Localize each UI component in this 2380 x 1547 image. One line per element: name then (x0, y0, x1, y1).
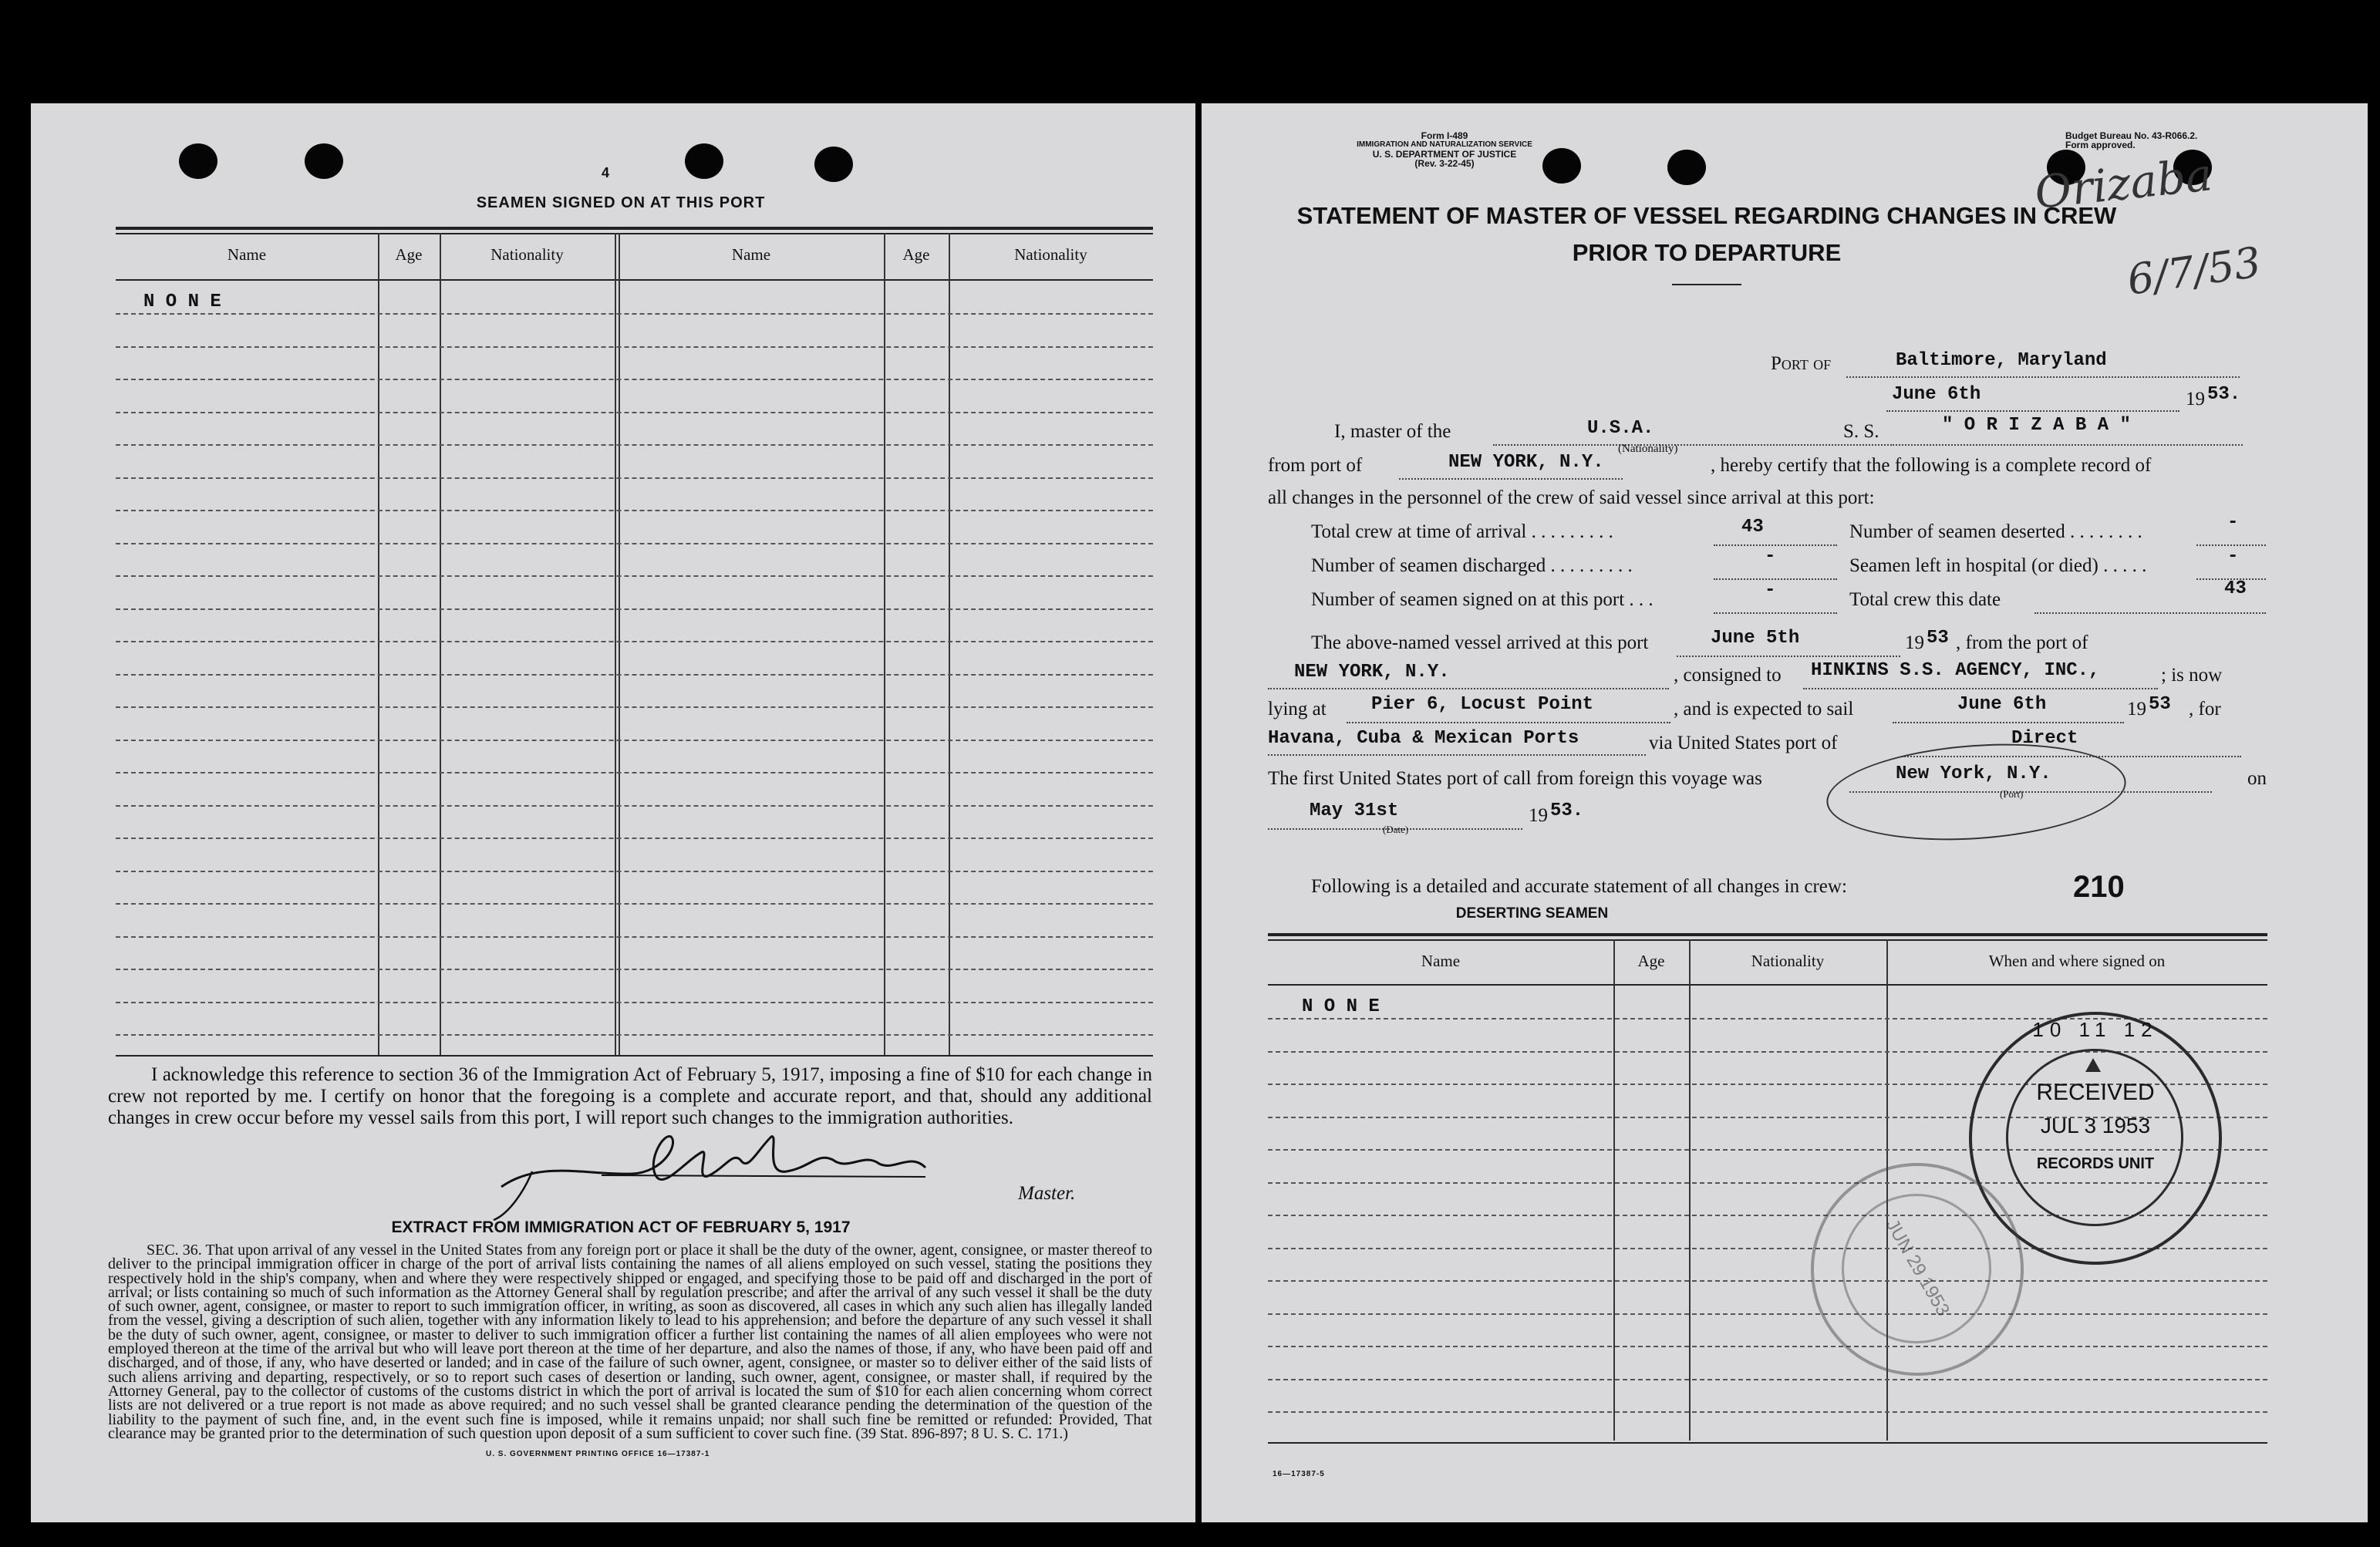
table-row-line (1268, 1411, 2267, 1413)
signed-on-value: - (1765, 580, 1776, 601)
punch-hole (685, 143, 723, 179)
handwritten-ship-name: Orizaba (2032, 148, 2215, 219)
table-row-line (116, 969, 1153, 970)
nationality-value: U.S.A. (1587, 418, 1654, 439)
table-row-line (116, 412, 1153, 413)
arrived-year-prefix: 19 (1905, 632, 1924, 653)
form-header (1290, 131, 1599, 168)
table-row-line (116, 608, 1153, 610)
punch-hole (179, 143, 217, 179)
received-stamp: 10 11 12 RECEIVED JUL 3 1953 RECORDS UNIT (1969, 1012, 2222, 1265)
des-col-nationality: Nationality (1751, 952, 1825, 970)
certify-text: , hereby certify that the following is a complete record of (1711, 455, 2152, 476)
certify-text-2: all changes in the personnel of the crew of said vessel since arrival at this port: (1268, 487, 1875, 508)
extract-title: EXTRACT FROM IMMIGRATION ACT OF FEBRUARY 5, 1917 (391, 1218, 851, 1236)
budget-number: Budget Bureau No. 43-R066.2. (2065, 130, 2198, 141)
des-none-entry: N O N E (1302, 996, 1380, 1017)
table-row-line (1268, 1346, 2267, 1347)
stamp-received-text: RECEIVED (2036, 1080, 2155, 1105)
punch-hole (814, 147, 853, 182)
budget-info (2065, 131, 2197, 150)
port-caption: (Port) (2000, 788, 2024, 800)
extract-text: SEC. 36. That upon arrival of any vessel in the United States from any foreign port or place it shall be the duty of the owner, agent, consignee, or master thereof to deliver to the principal immigration officer in charge of the port of arrival lists containing the names of all aliens employed on such vessel, stating the positions they respectively hold in the ship's company, when and where they were respectively shipped or engaged, and specifying those to be paid off and discharged in the port of arrival; or lists containing so much of such information as the Attorney General shall by regulation prescribe; and after the arrival of any such vessel it shall be the duty of such owner, agent, consignee, or master to report to such immigration officer, in writing, as soon as discovered, all cases in which any such alien has illegally landed from the vessel, giving a description of such alien, together with any information likely to lead to his apprehension; and before the departure of any such vessel it shall be the duty of such owner, agent, consignee, or master to deliver to such immigration officer a further list containing the names of all alien employees who were not employed thereon at the time of the arrival but who will leave port thereon at the time of her departure, and also the names of those, if any, who have been paid off and discharged, and of those, if any, who have deserted or landed; and in case of the failure of such owner, agent, consignee, or master so to deliver either of the said lists of such aliens arriving and departing, respectively, or so to report such cases of desertion or landing, such owner, agent, consignee, or master shall, if required by the Attorney General, pay to the collector of customs of the customs district in which the port of arrival is located the sum of $10 for each alien concerning whom correct lists are not delivered or a true report is not made as above required; and no such vessel shall be granted clearance pending the determination of the question of the liability to the payment of such fine, and, in the event such fine is imposed, while it remains unpaid; nor shall such fine be remitted or refunded: Provided, That clearance may be granted prior to the determination of such question upon deposit of a sum sufficient to cover such fine. (39 Stat. 896-897; 8 U. S. C. 171.) (108, 1242, 1152, 1442)
port-label: Port of (1771, 353, 1832, 374)
acknowledgment-text: I acknowledge this reference to section 36 of the Immigration Act of February 5, 1917, imposing a fine of $10 for each change in crew not reported by me. I certify on honor that the foregoing is a complete and accurate report, and that, should any additional changes in crew occur before my vessel sails from this port, I will report such changes to the immigration authorities. (108, 1064, 1152, 1128)
destination: Havana, Cuba & Mexican Ports (1268, 728, 1579, 749)
arrived-date: June 5th (1711, 628, 1800, 649)
table-row-line (116, 674, 1153, 676)
table-row-line (116, 706, 1153, 708)
left-page (31, 103, 1195, 1522)
table-row-line (116, 575, 1153, 577)
agency-name: IMMIGRATION AND NATURALIZATION SERVICE (1357, 140, 1532, 149)
consignee: HINKINS S.S. AGENCY, INC., (1811, 660, 2100, 681)
arrival-origin: NEW YORK, N.Y. (1294, 662, 1450, 682)
is-now-label: ; is now (2161, 665, 2223, 686)
table-row-line (116, 510, 1153, 511)
table-row-line (116, 936, 1153, 938)
punch-hole (1667, 150, 1706, 185)
col-age-2: Age (902, 245, 930, 264)
form-title: STATEMENT OF MASTER OF VESSEL REGARDING CHANGES IN CREW (1296, 202, 2117, 229)
right-page (1202, 103, 2368, 1522)
seamen-signed-heading: SEAMEN SIGNED ON AT THIS PORT (476, 194, 766, 211)
left-printer-line: U. S. GOVERNMENT PRINTING OFFICE 16—17387-1 (486, 1450, 710, 1458)
ss-label: S. S. (1843, 421, 1879, 442)
total-date-label: Total crew this date (1849, 589, 2001, 610)
table-row-line (116, 313, 1153, 315)
from-the-port-label: , from the port of (1956, 632, 2088, 653)
deserting-heading: DESERTING SEAMEN (1455, 905, 1609, 922)
from-port-value: NEW YORK, N.Y. (1448, 452, 1604, 473)
discharged-label: Number of seamen discharged . . . . . . . . . (1311, 555, 1633, 576)
first-year-prefix: 19 (1529, 805, 1548, 826)
des-col-name: Name (1421, 952, 1461, 970)
discharged-value: - (1765, 546, 1776, 567)
first-port-label: The first United States port of call from foreign this voyage was (1268, 768, 1762, 789)
table-row-line (116, 903, 1153, 905)
master-of-label: I, master of the (1334, 421, 1451, 442)
table-row-line (116, 641, 1153, 642)
hospital-label: Seamen left in hospital (or died) . . . . . (1849, 555, 2147, 576)
consigned-label: , consigned to (1674, 665, 1782, 686)
deserted-value: - (2227, 512, 2239, 533)
form-number: Form I-489 (1421, 130, 1468, 141)
stamp-unit: RECORDS UNIT (2036, 1155, 2155, 1172)
sail-date: June 6th (1957, 694, 2047, 715)
table-row-line (116, 477, 1153, 479)
handwritten-date: 6/7/53 (2124, 238, 2264, 305)
hospital-value: - (2227, 546, 2239, 567)
des-col-signed-on: When and where signed on (1988, 952, 2166, 970)
signed-on-label: Number of seamen signed on at this port . . . (1311, 589, 1654, 610)
master-signature (478, 1129, 1018, 1222)
arrived-year: 53 (1927, 628, 1949, 649)
table-row-line (116, 740, 1153, 741)
form-subtitle: PRIOR TO DEPARTURE (1572, 239, 1842, 266)
lying-at-label: lying at (1268, 699, 1327, 720)
table-row-line (116, 871, 1153, 872)
faint-stamp-date: JUN 29 1953 (1881, 1215, 1954, 1320)
table-row-line (116, 1002, 1153, 1003)
year-value: 53. (2207, 384, 2241, 405)
via-label: via United States port of (1649, 733, 1838, 753)
master-label: Master. (1018, 1183, 1076, 1204)
first-year: 53. (1550, 800, 1584, 821)
date-value: June 6th (1892, 384, 1981, 405)
from-port-label: from port of (1268, 455, 1363, 476)
faint-stamp (1811, 1163, 2024, 1376)
table-row-line (1268, 1280, 2267, 1282)
col-name: Name (227, 245, 267, 264)
page-marker: 4 (602, 165, 610, 180)
ship-name: " O R I Z A B A " (1942, 415, 2131, 436)
table-row-line (1268, 1379, 2267, 1380)
total-arrival-value: 43 (1741, 517, 1764, 538)
table-row-line (116, 1034, 1153, 1036)
on-label: on (2247, 768, 2267, 789)
des-col-age: Age (1637, 952, 1665, 970)
table-row-line (116, 346, 1153, 348)
sail-year-prefix: 19 (2127, 699, 2146, 720)
port-value: Baltimore, Maryland (1896, 350, 2107, 371)
via-value: Direct (2011, 728, 2078, 749)
deserted-label: Number of seamen deserted . . . . . . . . (1849, 521, 2142, 542)
hand-drawn-circle (1823, 735, 2129, 850)
table-row-line (116, 838, 1153, 839)
punch-hole (305, 143, 343, 179)
col-age: Age (395, 245, 423, 264)
form-approved: Form approved. (2065, 140, 2136, 150)
serial-number: 210 (2073, 870, 2125, 904)
total-date-value: 43 (2224, 578, 2247, 599)
table-row-line (116, 543, 1153, 544)
table-row-line (116, 444, 1153, 446)
table-row-line (1268, 1313, 2267, 1315)
pier-value: Pier 6, Locust Point (1371, 694, 1594, 715)
col-nationality-2: Nationality (1014, 245, 1087, 264)
department-name: U. S. DEPARTMENT OF JUSTICE (1372, 149, 1517, 160)
first-date: May 31st (1310, 800, 1399, 821)
following-label: Following is a detailed and accurate statement of all changes in crew: (1311, 876, 1847, 897)
table-row-line (116, 379, 1153, 380)
stamp-date: JUL 3 1953 (2040, 1114, 2151, 1138)
expected-label: , and is expected to sail (1674, 699, 1854, 720)
date-caption: (Date) (1383, 824, 1409, 835)
nationality-caption: (Nationality) (1618, 443, 1678, 455)
table-row-line (116, 805, 1153, 807)
arrived-label: The above-named vessel arrived at this port (1311, 632, 1649, 653)
sail-year: 53 (2149, 694, 2171, 715)
table-row-line (116, 772, 1153, 774)
first-port-value: New York, N.Y. (1896, 763, 2051, 784)
right-printer-line: 16—17387-5 (1273, 1470, 1325, 1478)
revision: (Rev. 3-22-45) (1414, 158, 1475, 169)
total-arrival-label: Total crew at time of arrival . . . . . . . . . (1311, 521, 1613, 542)
for-label: , for (2189, 699, 2221, 720)
col-nationality: Nationality (490, 245, 564, 264)
year-prefix: 19 (2186, 389, 2205, 410)
col-name-2: Name (731, 245, 771, 264)
none-entry: N O N E (143, 292, 221, 312)
